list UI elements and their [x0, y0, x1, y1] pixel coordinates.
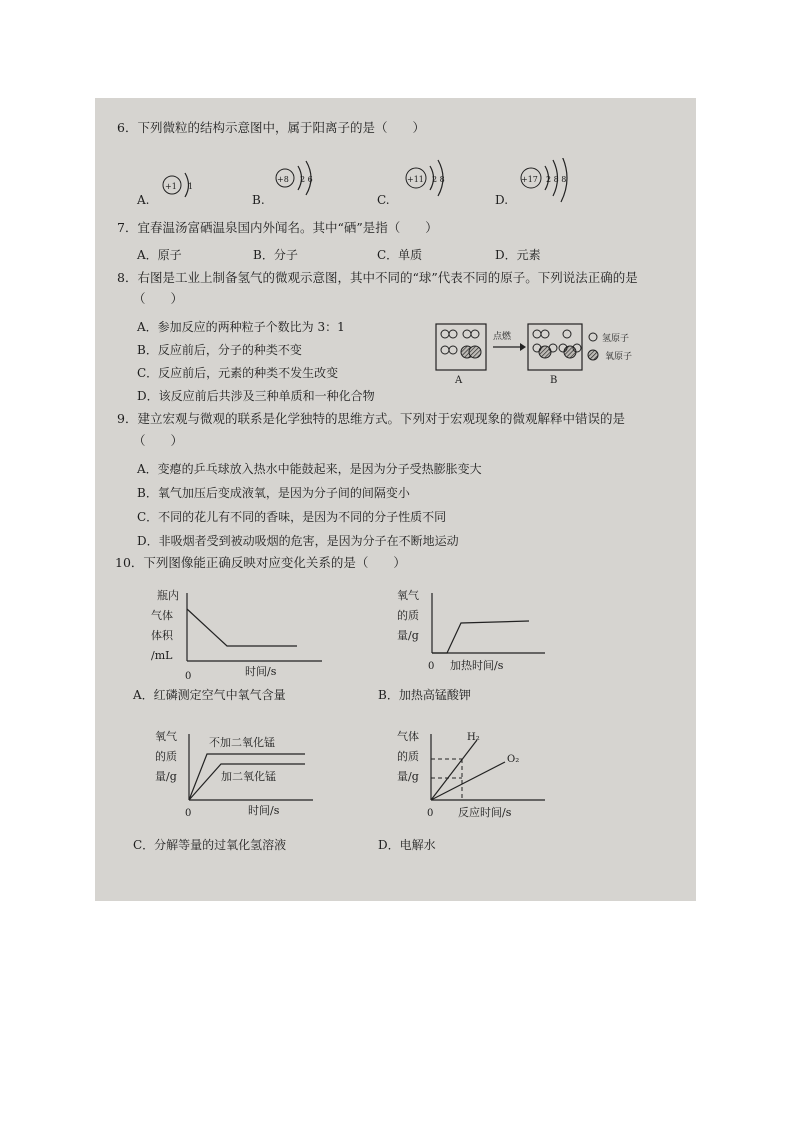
q10-caption-d: D．电解水: [378, 838, 436, 852]
nucleus-charge-d: +17: [521, 175, 538, 184]
q9-option-a: A．变瘪的乒乓球放入热水中能鼓起来，是因为分子受热膨胀变大: [137, 462, 482, 476]
q6-stem: 6．下列微粒的结构示意图中，属于阳离子的是（ ）: [117, 120, 425, 135]
graph-b-ylabel-2: 的质: [397, 609, 419, 622]
graph-c-ylabel-1: 氧气: [155, 730, 177, 743]
graph-c: [153, 726, 353, 826]
graph-b-origin: 0: [428, 661, 435, 672]
q10-caption-a: A．红磷测定空气中氧气含量: [133, 688, 286, 702]
q6-letter-d: D.: [495, 193, 509, 207]
shell-electrons-c: 2 8: [432, 175, 445, 184]
q8-option-d: D．该反应前后共涉及三种单质和一种化合物: [137, 389, 375, 403]
nucleus-charge-c: +11: [407, 175, 424, 184]
molecules-after: [533, 330, 581, 358]
graph-d-label-o2: O₂: [507, 754, 520, 765]
q6-letter-c: C.: [377, 193, 390, 207]
q8-option-b: B．反应前后，分子的种类不变: [137, 343, 302, 357]
q7-option-d: D．元素: [495, 248, 541, 262]
graph-b-xlabel: 加热时间/s: [450, 659, 504, 672]
q7-option-b: B．分子: [253, 248, 298, 262]
graph-d-ylabel-2: 的质: [397, 750, 419, 763]
graph-d-ylabel-1: 气体: [397, 730, 419, 743]
q8-reaction-diagram: [425, 320, 695, 388]
atom-diagram-a: [136, 173, 193, 207]
nucleus-charge-b: +8: [277, 175, 289, 184]
graph-d-origin: 0: [427, 808, 434, 819]
atom-diagram-d: [495, 158, 567, 207]
graph-a-ylabel-1: 瓶内: [157, 589, 179, 602]
legend-hydrogen-symbol: [589, 333, 597, 341]
q9-option-c: C．不同的花儿有不同的香味，是因为不同的分子性质不同: [137, 510, 447, 524]
atom-diagram-b: [252, 161, 313, 207]
graph-d: [395, 726, 585, 826]
graph-b: [395, 583, 575, 693]
q9-option-b: B．氧气加压后变成液氧，是因为分子间的间隔变小: [137, 486, 410, 500]
graph-d-label-h2: H₂: [467, 732, 480, 743]
q9-stem: 9．建立宏观与微观的联系是化学独特的思维方式。下列对于宏观现象的微观解释中错误的是: [117, 411, 625, 426]
graph-a-ylabel-2: 气体: [151, 609, 173, 622]
q10-caption-c: C．分解等量的过氧化氢溶液: [133, 838, 287, 852]
q7-option-a: A．原子: [137, 248, 182, 262]
graph-c-ylabel-3: 量/g: [155, 770, 177, 783]
graph-a-ylabel-4: /mL: [151, 649, 173, 662]
graph-a-xlabel: 时间/s: [245, 665, 277, 678]
line-o2: [431, 762, 505, 800]
graph-c-ylabel-2: 的质: [155, 750, 177, 763]
legend-oxygen-symbol: [588, 350, 598, 360]
arrow-head: [520, 343, 526, 351]
graph-c-label-bottom: 加二氧化锰: [221, 770, 276, 783]
graph-b-ylabel-1: 氧气: [397, 589, 419, 602]
q7-stem: 7．宜春温汤富硒温泉国内外闻名。其中“硒”是指（ ）: [117, 220, 438, 235]
q6-letter-b: B.: [252, 193, 265, 207]
atom-diagram-c: [377, 160, 445, 207]
q8-paren: （ ）: [133, 291, 184, 306]
curve: [187, 609, 297, 646]
q10-stem: 10．下列图像能正确反映对应变化关系的是（ ）: [115, 555, 406, 570]
line-h2: [431, 740, 477, 800]
box-b-label: B: [550, 375, 558, 386]
nucleus-charge-a: +1: [165, 182, 177, 191]
graph-c-xlabel: 时间/s: [248, 804, 280, 817]
q9-option-d: D．非吸烟者受到被动吸烟的危害，是因为分子在不断地运动: [137, 534, 459, 548]
molecules-before: [441, 330, 481, 358]
shell-electrons-a: 1: [188, 182, 194, 191]
q8-option-a: A．参加反应的两种粒子个数比为 3：1: [137, 320, 345, 334]
q6-letter-a: A.: [137, 193, 150, 207]
graph-d-ylabel-3: 量/g: [397, 770, 419, 783]
q10-caption-b: B．加热高锰酸钾: [378, 688, 471, 702]
q7-option-c: C．单质: [377, 248, 423, 262]
graph-d-xlabel: 反应时间/s: [458, 806, 512, 819]
graph-a-ylabel-3: 体积: [151, 629, 173, 642]
arrow-label: 点燃: [493, 332, 512, 342]
q6-atom-diagrams: [95, 158, 696, 218]
graph-a: [147, 583, 337, 693]
legend-oxygen: 氧原子: [605, 352, 633, 362]
legend-hydrogen: 氢原子: [602, 334, 630, 344]
shell-electrons-d: 2 8 8: [546, 175, 567, 184]
q9-paren: （ ）: [133, 433, 184, 448]
graph-a-origin: 0: [185, 671, 192, 682]
curve: [432, 621, 529, 653]
graph-b-ylabel-3: 量/g: [397, 629, 419, 642]
exam-page: [95, 98, 696, 901]
graph-c-label-top: 不加二氧化锰: [209, 736, 275, 749]
q8-stem: 8．右图是工业上制备氢气的微观示意图，其中不同的“球”代表不同的原子。下列说法正确的是: [117, 270, 638, 285]
shell-electrons-b: 2 6: [300, 175, 313, 184]
q8-option-c: C．反应前后，元素的种类不发生改变: [137, 366, 339, 380]
box-a-label: A: [455, 375, 463, 386]
graph-c-origin: 0: [185, 808, 192, 819]
